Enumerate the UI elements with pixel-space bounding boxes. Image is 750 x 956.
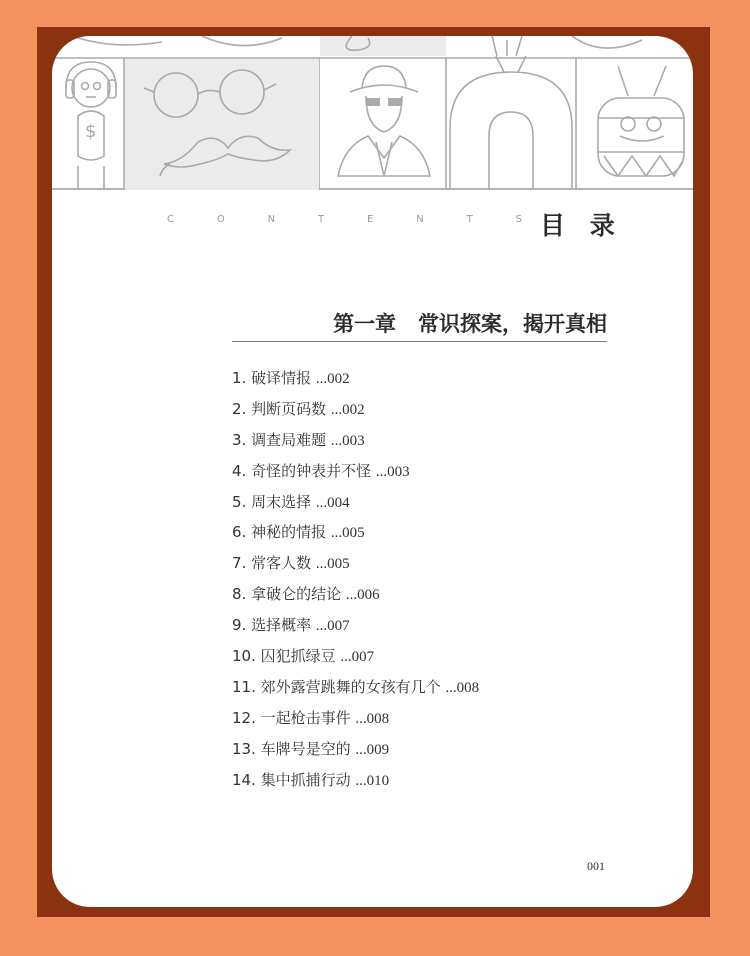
contents-letter: T: [466, 214, 473, 225]
toc-entry-page: ...010: [355, 772, 390, 789]
toc-entry-page: ...005: [315, 556, 350, 573]
contents-letter: T: [318, 214, 325, 225]
toc-entry-title: 14. 集中抓捕行动: [232, 770, 356, 789]
contents-letter: N: [416, 214, 424, 225]
toc-entry[interactable]: [232, 460, 479, 491]
toc-entry[interactable]: [232, 367, 479, 398]
toc-entry-page: ...006: [345, 587, 380, 604]
contents-letter: E: [367, 214, 374, 225]
toc-entry-title: 3. 调查局难题: [232, 430, 331, 449]
toc-entry-page: ...007: [315, 618, 350, 635]
svg-text:$: $: [85, 121, 97, 142]
toc-entry-page: ...002: [330, 401, 365, 418]
arch-icon: [450, 56, 572, 190]
contents-title: 目 录: [540, 211, 623, 240]
contents-letter: N: [267, 214, 276, 225]
toc-entry-title: 13. 车牌号是空的: [232, 739, 356, 758]
dj-icon: [66, 62, 116, 190]
toc-entry[interactable]: [232, 552, 479, 583]
contents-english-label: [167, 214, 522, 225]
toc-entry-title: 9. 选择概率: [232, 616, 316, 635]
toc-entry-title: 10. 囚犯抓绿豆: [232, 647, 341, 666]
toc-entry-page: ...009: [355, 741, 390, 758]
toc-entry[interactable]: [232, 645, 479, 676]
toc-entry-page: ...008: [355, 710, 390, 727]
toc-entry-page: ...004: [315, 494, 350, 511]
contents-letter: S: [515, 214, 522, 225]
toc-entry-page: ...002: [315, 371, 350, 387]
toc-entry-title: 6. 神秘的情报: [232, 523, 331, 542]
toc-entry-page: ...003: [330, 432, 365, 449]
table-of-contents: [232, 367, 479, 799]
glasses-mustache-icon: [125, 59, 319, 190]
toc-entry-page: ...005: [330, 525, 365, 542]
drum-icon: [598, 66, 684, 176]
toc-entry-page: ...008: [445, 679, 480, 696]
toc-entry-title: 2. 判断页码数: [232, 399, 331, 418]
toc-entry-title: 1. 破译情报: [232, 369, 316, 387]
toc-entry[interactable]: [232, 614, 479, 645]
toc-entry-title: 12. 一起枪击事件: [232, 708, 356, 727]
contents-letter: O: [216, 214, 225, 225]
toc-entry-title: 7. 常客人数: [232, 554, 316, 573]
header-illustration: [52, 36, 693, 190]
page-number: 001: [587, 859, 605, 873]
contents-letter: C: [167, 214, 174, 225]
toc-entry-title: 8. 拿破仑的结论: [232, 585, 346, 604]
toc-entry[interactable]: [232, 429, 479, 460]
toc-entry-title: 11. 郊外露营跳舞的女孩有几个: [232, 677, 446, 696]
toc-entry[interactable]: [232, 738, 479, 769]
toc-entry[interactable]: [232, 769, 479, 800]
toc-entry-title: 4. 奇怪的钟表并不怪: [232, 461, 376, 480]
toc-entry-page: ...007: [340, 649, 375, 666]
toc-entry-page: ...003: [375, 463, 410, 480]
toc-entry[interactable]: [232, 398, 479, 429]
toc-entry[interactable]: [232, 707, 479, 738]
book-page: [52, 36, 693, 907]
toc-entry[interactable]: [232, 583, 479, 614]
toc-entry[interactable]: [232, 676, 479, 707]
toc-entry[interactable]: [232, 521, 479, 552]
toc-entry[interactable]: [232, 491, 479, 522]
detective-icon: [338, 66, 430, 176]
chapter-heading: 第一章 常识探案，揭开真相: [232, 308, 607, 342]
toc-entry-title: 5. 周末选择: [232, 492, 316, 511]
